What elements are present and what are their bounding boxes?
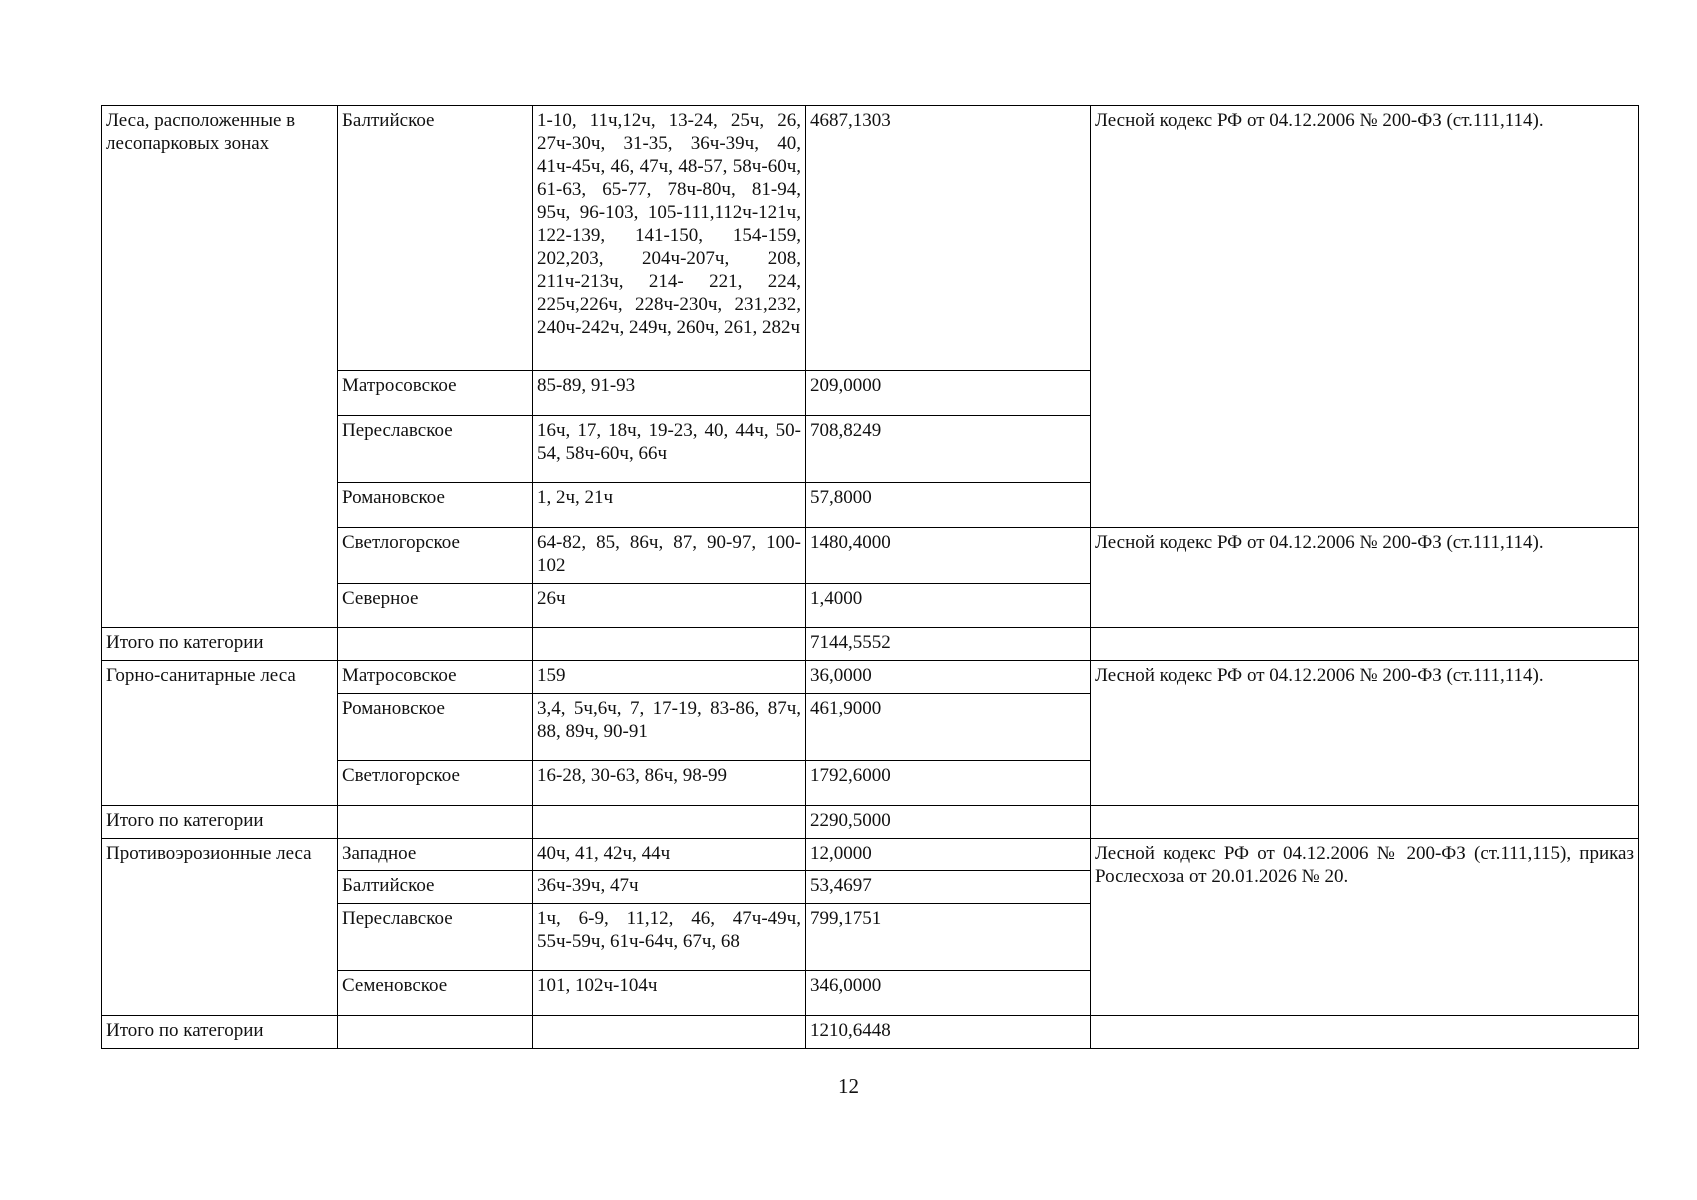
area-cell: 4687,1303 bbox=[806, 106, 1091, 371]
area-cell: 1,4000 bbox=[806, 584, 1091, 628]
forestry-cell: Переславское bbox=[338, 416, 533, 483]
forestry-cell: Семеновское bbox=[338, 971, 533, 1016]
category-cell: Леса, расположенные в лесопарковых зонах bbox=[102, 106, 338, 628]
total-row bbox=[102, 1016, 1639, 1049]
quarters-cell: 16ч, 17, 18ч, 19-23, 40, 44ч, 50-54, 58ч-60ч, 66ч bbox=[533, 416, 806, 483]
area-cell: 708,8249 bbox=[806, 416, 1091, 483]
quarters-cell: 3,4, 5ч,6ч, 7, 17-19, 83-86, 87ч, 88, 89ч, 90-91 bbox=[533, 694, 806, 761]
category-cell: Противоэрозионные леса bbox=[102, 839, 338, 1016]
quarters-cell: 159 bbox=[533, 661, 806, 694]
empty-cell bbox=[338, 628, 533, 661]
quarters-cell: 1ч, 6-9, 11,12, 46, 47ч-49ч, 55ч-59ч, 61ч-64ч, 67ч, 68 bbox=[533, 904, 806, 971]
forestry-cell: Светлогорское bbox=[338, 528, 533, 584]
empty-cell bbox=[338, 806, 533, 839]
legal-basis-cell: Лесной кодекс РФ от 04.12.2006 № 200-ФЗ (ст.111,114). bbox=[1091, 528, 1639, 628]
empty-cell bbox=[1091, 806, 1639, 839]
area-cell: 799,1751 bbox=[806, 904, 1091, 971]
forestry-cell: Переславское bbox=[338, 904, 533, 971]
empty-cell bbox=[338, 1016, 533, 1049]
area-cell: 346,0000 bbox=[806, 971, 1091, 1016]
quarters-cell: 36ч-39ч, 47ч bbox=[533, 871, 806, 904]
forestry-cell: Западное bbox=[338, 839, 533, 871]
protective-forests-table bbox=[101, 105, 1639, 1049]
quarters-cell: 85-89, 91-93 bbox=[533, 371, 806, 416]
table-row bbox=[102, 106, 1639, 371]
page-number: 12 bbox=[838, 1074, 859, 1098]
quarters-cell: 16-28, 30-63, 86ч, 98-99 bbox=[533, 761, 806, 806]
total-row bbox=[102, 628, 1639, 661]
forestry-cell: Романовское bbox=[338, 694, 533, 761]
total-label-cell: Итого по категории bbox=[102, 806, 338, 839]
forestry-cell: Северное bbox=[338, 584, 533, 628]
forestry-cell: Светлогорское bbox=[338, 761, 533, 806]
empty-cell bbox=[533, 806, 806, 839]
quarters-cell: 64-82, 85, 86ч, 87, 90-97, 100-102 bbox=[533, 528, 806, 584]
area-cell: 209,0000 bbox=[806, 371, 1091, 416]
forestry-cell: Балтийское bbox=[338, 871, 533, 904]
quarters-cell: 26ч bbox=[533, 584, 806, 628]
legal-basis-cell: Лесной кодекс РФ от 04.12.2006 № 200-ФЗ (ст.111,114). bbox=[1091, 661, 1639, 806]
empty-cell bbox=[1091, 1016, 1639, 1049]
category-cell: Горно-санитарные леса bbox=[102, 661, 338, 806]
area-cell: 12,0000 bbox=[806, 839, 1091, 871]
area-cell: 1480,4000 bbox=[806, 528, 1091, 584]
forestry-cell: Романовское bbox=[338, 483, 533, 528]
area-cell: 57,8000 bbox=[806, 483, 1091, 528]
forestry-cell: Матросовское bbox=[338, 661, 533, 694]
quarters-cell: 101, 102ч-104ч bbox=[533, 971, 806, 1016]
area-cell: 53,4697 bbox=[806, 871, 1091, 904]
total-label-cell: Итого по категории bbox=[102, 628, 338, 661]
forestry-cell: Матросовское bbox=[338, 371, 533, 416]
empty-cell bbox=[533, 1016, 806, 1049]
area-cell: 36,0000 bbox=[806, 661, 1091, 694]
forestry-cell: Балтийское bbox=[338, 106, 533, 371]
table-row bbox=[102, 661, 1639, 694]
area-cell: 461,9000 bbox=[806, 694, 1091, 761]
total-area-cell: 7144,5552 bbox=[806, 628, 1091, 661]
quarters-cell: 1, 2ч, 21ч bbox=[533, 483, 806, 528]
table-row bbox=[102, 839, 1639, 871]
empty-cell bbox=[533, 628, 806, 661]
total-area-cell: 1210,6448 bbox=[806, 1016, 1091, 1049]
legal-basis-cell: Лесной кодекс РФ от 04.12.2006 № 200-ФЗ (ст.111,114). bbox=[1091, 106, 1639, 528]
area-cell: 1792,6000 bbox=[806, 761, 1091, 806]
total-area-cell: 2290,5000 bbox=[806, 806, 1091, 839]
legal-basis-cell: Лесной кодекс РФ от 04.12.2006 № 200-ФЗ (ст.111,115), приказ Рослесхоза от 20.01.2026 № 20. bbox=[1091, 839, 1639, 1016]
quarters-cell: 1-10, 11ч,12ч, 13-24, 25ч, 26, 27ч-30ч, 31-35, 36ч-39ч, 40, 41ч-45ч, 46, 47ч, 48-57, 58ч-60ч, 61-63, 65-77, 78ч-80ч, 81-94, 95ч, 96-103, 105-111,112ч-121ч, 122-139, 141-150, 154-159, 202,203, 204ч-207ч, 208, 211ч-213ч, 214- 221, 224, 225ч,226ч, 228ч-230ч, 231,232, 240ч-242ч, 249ч, 260ч, 261, 282ч bbox=[533, 106, 806, 371]
empty-cell bbox=[1091, 628, 1639, 661]
total-row bbox=[102, 806, 1639, 839]
total-label-cell: Итого по категории bbox=[102, 1016, 338, 1049]
quarters-cell: 40ч, 41, 42ч, 44ч bbox=[533, 839, 806, 871]
